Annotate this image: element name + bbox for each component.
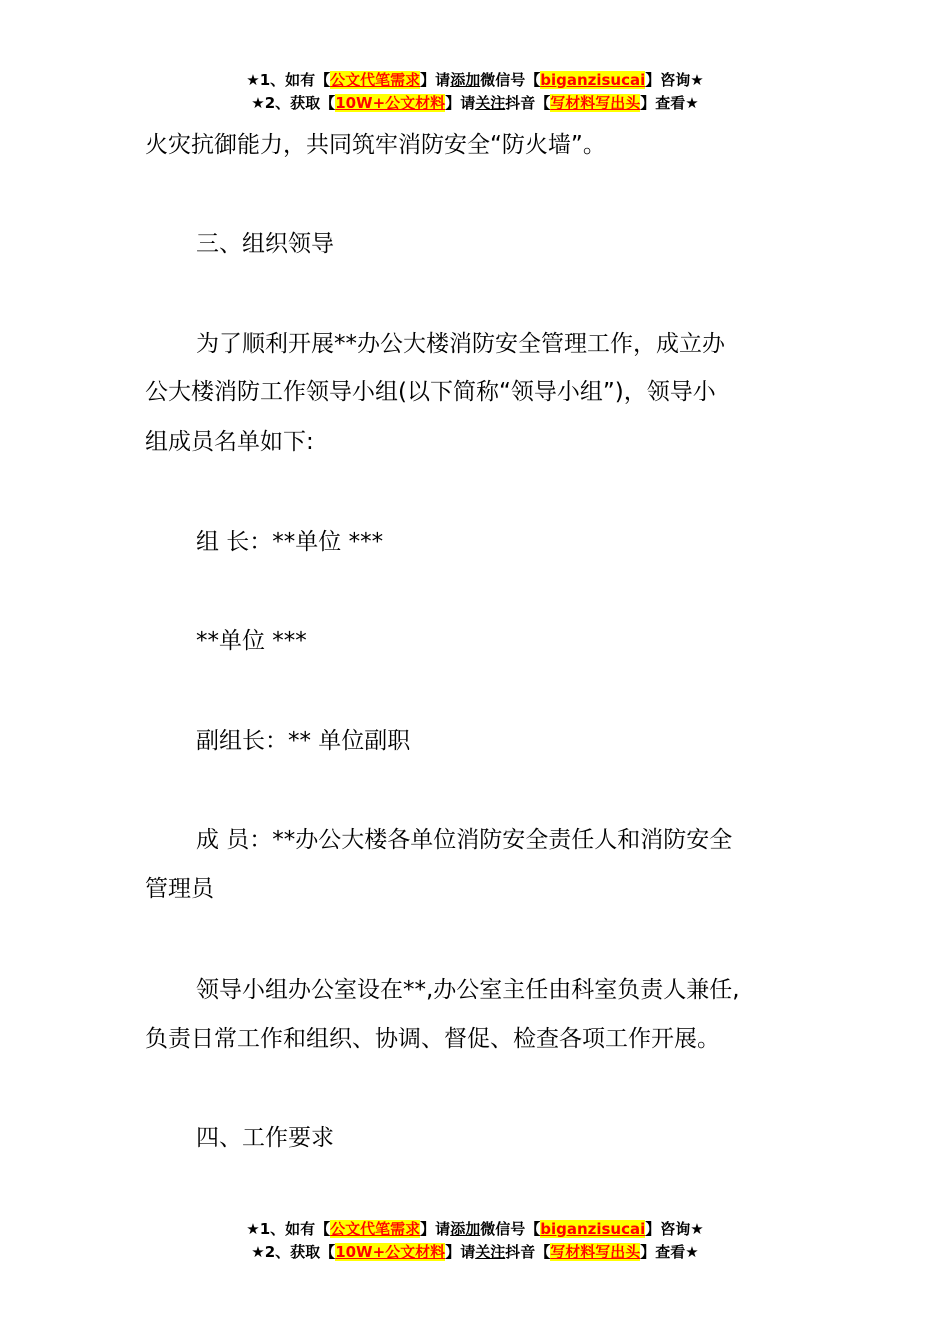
- paragraph-line: 组成员名单如下:: [145, 429, 314, 455]
- banner-line-2: [0, 1241, 950, 1264]
- banner-line-2: [0, 92, 950, 115]
- banner-text: 】请: [445, 94, 476, 112]
- leader-line-2: **单位 ***: [196, 628, 307, 654]
- office-line: 领导小组办公室设在**,办公室主任由科室负责人兼任,: [196, 977, 740, 1003]
- banner-text: 抖音【: [505, 94, 551, 112]
- banner-line-1: [0, 69, 950, 92]
- banner-highlight: 公文代笔需求: [330, 1220, 421, 1238]
- deputy-line: 副组长：** 单位副职: [196, 728, 411, 754]
- office-line: 负责日常工作和组织、协调、督促、检查各项工作开展。: [145, 1026, 720, 1052]
- top-banner: [0, 69, 950, 115]
- banner-highlight: 写材料写出头: [550, 1243, 641, 1261]
- paragraph-line: 公大楼消防工作领导小组(以下简称“领导小组”)，领导小: [145, 379, 716, 405]
- banner-text: 】咨询★: [645, 1220, 704, 1238]
- banner-text: ★2、获取【: [251, 1243, 336, 1261]
- bottom-banner: [0, 1218, 950, 1264]
- banner-highlight: 10W+公文材料: [335, 1243, 446, 1261]
- paragraph-line: 为了顺利开展**办公大楼消防安全管理工作，成立办: [196, 331, 725, 357]
- banner-text: 】请: [420, 71, 451, 89]
- banner-underlined: 关注: [475, 94, 506, 112]
- member-line: 成 员：**办公大楼各单位消防安全责任人和消防安全: [196, 827, 733, 853]
- banner-underlined: 添加: [450, 71, 481, 89]
- banner-highlight: 写材料写出头: [550, 94, 641, 112]
- banner-underlined: 添加: [450, 1220, 481, 1238]
- banner-highlight: 公文代笔需求: [330, 71, 421, 89]
- banner-line-1: [0, 1218, 950, 1241]
- banner-text: 】查看★: [640, 1243, 699, 1261]
- banner-text: 抖音【: [505, 1243, 551, 1261]
- banner-text: ★1、如有【: [246, 71, 331, 89]
- section-heading: 四、工作要求: [196, 1125, 334, 1151]
- banner-text: 微信号【: [480, 1220, 541, 1238]
- leader-line: 组 长：**单位 ***: [196, 529, 384, 555]
- section-heading: 三、组织领导: [196, 231, 334, 257]
- banner-text: 】查看★: [640, 94, 699, 112]
- banner-highlight: biganzisucai: [540, 71, 646, 89]
- banner-highlight: 10W+公文材料: [335, 94, 446, 112]
- banner-text: 】请: [445, 1243, 476, 1261]
- paragraph-line: 火灾抗御能力，共同筑牢消防安全“防火墙”。: [145, 132, 606, 158]
- banner-underlined: 关注: [475, 1243, 506, 1261]
- banner-text: ★1、如有【: [246, 1220, 331, 1238]
- banner-text: 】咨询★: [645, 71, 704, 89]
- banner-highlight: biganzisucai: [540, 1220, 646, 1238]
- banner-text: 微信号【: [480, 71, 541, 89]
- member-line: 管理员: [145, 876, 214, 902]
- banner-text: 】请: [420, 1220, 451, 1238]
- banner-text: ★2、获取【: [251, 94, 336, 112]
